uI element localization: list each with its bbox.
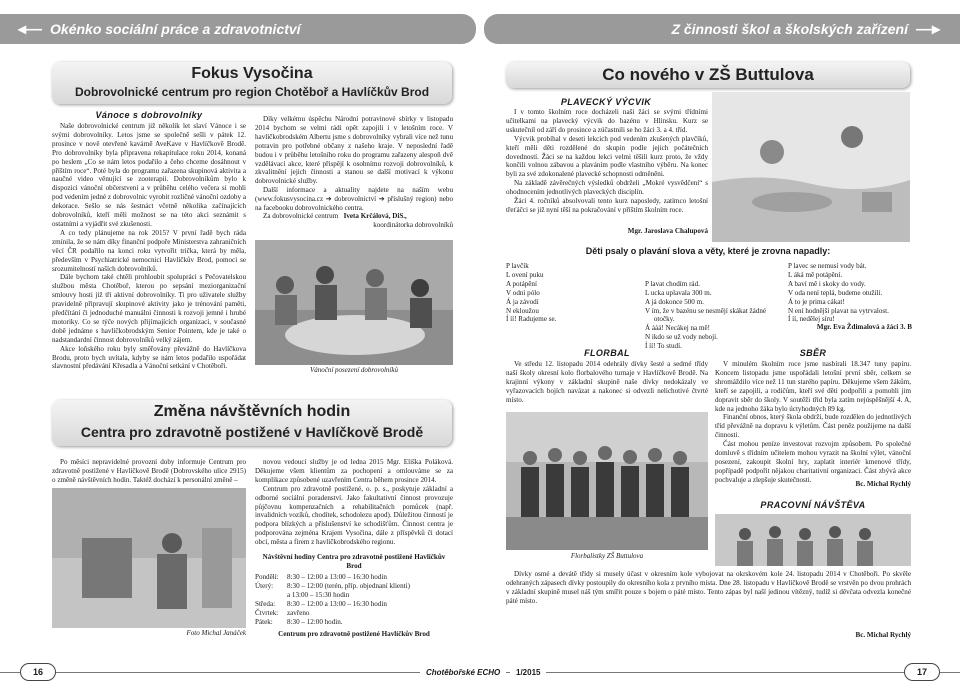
left-title2-line2: Centra pro zdravotně postižené v Havlíčkově Brodě [80,424,424,440]
hours-time: zavřeno [287,608,310,617]
hours-row [255,573,453,582]
poem-line: N ikdo se už vody nebojí. [645,333,718,342]
poem-line: A baví mě i skoky do vody. [788,279,866,288]
footer-magazine: Chotěbořské ECHO [420,664,506,680]
hours-time: 8:30 – 12:00 a 13:00 – 16:30 hodin [287,599,387,608]
photo-pracovni-illustration [715,514,911,566]
poem-line: L ovení puku [506,270,544,279]
paragraph: Naše dobrovolnické centrum již několik let slaví Vánoce i se svými dobrovolníky. Letos jsme se společně sešli v pátek 12. prosince v nově otevřené kavárně AveKave v Havlíčkově Brodě. Pro dobrovolníky byla připravena rekapitulace roku 2014, konaná po heslem „Co se nám letos podařilo a čeho chceme dosáhnout v příštím roce“. Poté byla do programu zařazena skupinová aktivita a naučné video věnující se zooterapii. Dobrovolníkům bylo k dispozici vánoční občerstvení a v průběhu celého večera si mohli pod vedením jedné z dobrovolnic vyrobit rozličné vánoční ozdoby a dekorace. Sešlo se nás šestnáct včetně několika začínajících dobrovolníků, kteří měli možnost se na této akci seznámit s ostatními a vyjádřit své zkušenosti. [52,122,246,228]
poem-col1 [506,262,638,334]
plavecky-signature: Mgr. Jaroslava Chalupová [627,227,708,235]
left-subtitle: Dobrovolnické centrum pro region Chotěboř a Havlíčkův Brod [74,85,430,99]
left-col4-text [255,458,453,548]
left-title2-line1: Změna návštěvních hodin [153,403,351,420]
photo-centrum-caption: Foto Michal Janáček [186,629,246,637]
paragraph: Část mohou peníze investovat rozvojm způsobem. Po společné domluvě s třídním učitelem mohou vyrazit na školní výlet, vánoční posezení, zakoupit školní hry, zaplatit interiér kmenové třídy, popřípadě podpořit nějakou charitativní organizaci. Část zbývá akce pochvaluje a zlepšuje skutečnosti. [715,440,911,484]
right-page-header [484,14,960,44]
plavecky-text [506,108,708,226]
paragraph: A co tedy plánujeme na rok 2015? V první řadě bych ráda zmínila, že se nám díky finanční podpoře Ministerstva zahraničních věcí ČR podařilo na konci roku vytvořit trička, která by měla, především v Psychiatrické nemocnici Havlíčkův Brod, pomoci se srozumitelností naších dobrovolníků. [52,228,246,273]
paragraph: V minulém školním roce jsme nasbírali 18.347 tuny papíru. Koncem listopadu jsme uspořádali letošní první sběr, celkem se shromáždilo více než 11 tun starého papíru. Děkujeme všem žákům, kteří se zapojili, a rodičům, kteří své děti podpořili a pomohli jim dopravit sběr do školy. V soutěži tříd byla zatím nejúspěšnější 4. A, kde na jednoho žáka bylo úctyhodných 89 kg. [715,360,911,413]
hours-time: a 13:00 – 15:30 hodin [287,590,350,599]
paragraph: novou vedoucí služby je od ledna 2015 Mgr. Eliška Poláková. Děkujeme všem klientům za pochopení a omlouváme se za komplikace způsobené uzavřením Centra během prosince 2014. [255,458,453,484]
poem-line: V odní pólo [506,288,540,297]
poem-line: V oda není teplá, budeme otužilí. [788,288,883,297]
poem-signature: Mgr. Eva Ždimalová a žáci 3. B [816,323,912,331]
poem-line: Á ááá! Necákej na mě! [645,324,710,333]
photo-volunteers-illustration [255,240,453,365]
paragraph: Žáci 4. ročníků absolvovali tento kurz naposledy, zatímco letošní třeťáčci se již nyní těší na pokračování v příštím školním roce. [506,197,708,214]
paragraph: Dívky osmé a devátě třídy si musely účast v okresním kole vybojovat na okrskovém kole 24. listopadu 2014 v Chotěboři. Po skvěle odehraných zápasech dívky postoupily do okresního kola z prvního místa. Dne 28. listopadu v Havlíčkově Brodě se vrstvěn po dvou prohrách v základní skupině musel náš tým smířit pouze s bojem o páté místo. Tento zápas byl naší jedinou vítězný, tudíž si děvčata odvezla konečné páté místo. [506,570,911,605]
poem-line: V ím, že v bazénu se nesmějí skákat žádné [645,306,767,315]
poem-line: P lavčík [506,262,529,270]
sig-name: Iveta Krčálová, DiS., [343,212,407,220]
paragraph: Po měsíci nepravidelné provozní doby informuje Centrum pro zdravotně postižené v Havlíčkově Brodě (Dobrovského ulice 2915) o změně návštěvních hodin. Taktéž dochází k personální změně – [52,458,246,484]
sber-signature: Bc. Michal Rychlý [855,480,911,488]
hours-day: Středa: [255,599,276,608]
photo-florbal-illustration [506,412,708,550]
photo-swimming-illustration [712,92,910,242]
poem-line: L áká mě potápění. [788,270,843,279]
poem-line: N ekloužou [506,306,539,315]
poem-line: Á ja závodí [506,297,539,306]
left-header-title: Okénko sociální práce a zdravotnictví [50,21,301,37]
section-florbal: FLORBAL [584,348,630,358]
left-col3-text [52,458,246,486]
paragraph: Výcvik probíhal v deseti lekcích pod vedením zkušených plavčíků, kteří měli děti rozdělené do skupin podle jejich počátečních dovedností. Žáci se na každou lekci velmi těšili kurz proto, že vždy končili volnou zábavou a plaváním podle vlastního výběru. Na konec byli za své zdokonalené plavecké schopnosti odměněni. [506,134,708,179]
hours-day: Úterý: [255,581,274,590]
page-number-right: 17 [904,663,940,681]
photo-swimming [712,92,910,242]
section-pracovni: PRACOVNÍ NÁVŠTĚVA [760,500,866,510]
left-page-header [0,14,476,44]
hours-row [255,600,453,609]
hours-day: Pondělí: [255,573,279,581]
hours-time: 8:30 – 12:00 a 13:00 – 16:30 hodin [287,573,387,581]
footer-issue: 1/2015 [510,664,546,680]
poem-line: otočky. [645,315,675,324]
poem-line: A potápění [506,279,537,288]
photo-centrum-illustration [52,488,246,628]
left-title-band [52,62,452,104]
section-sber: SBĚR [799,348,827,358]
paragraph: Dále bychom také chtěli prohloubit spolupráci s Pečovatelskou službou města Chotěboř, kterou po sepsání meziorganizační smlouvy hosti již tři aktivní dobrovolníky. Ti pro uživatele služby pravidelně připravují skupinové aktivity jako je trénování paměti, předčítání či jednoduché manuální činnosti k rozvoji jemné i hrubé motoriky. Co se týče nových přijímajících organizací, v současné době jednáme s havlíčkobrodským Senior Pointem, kde je také o nadstandardní činnost dobrovolníků velký zájem. [52,273,246,344]
photo-florbal-caption: Florbalistky ZŠ Buttulova [570,552,644,560]
hours-time: 8:30 – 12:00 (terén, příp. objednaní klienti) [287,581,410,590]
paragraph: I v tomto školním roce docházeli naši žáci se svými třídními učitelkami na plavecký výcvik do bazénu v Hlinsku. Kurz se uskutečnil od září do prosince a zúčastnili se ho žáci 3. a 4. tříd. [506,108,708,134]
hours-table [255,573,453,629]
section-title-vanoce: Vánoce s dobrovolníky [95,110,203,120]
poem-line: N ení hodnější plavat na vytrvalost. [788,306,889,315]
hours-day [255,591,287,600]
poem-title: Děti psaly o plavání slova a věty, které je zrovna napadly: [585,246,831,256]
paragraph: Ve středu 12. listopadu 2014 odehrály dívky šesté a sedmé třídy naší školy okresní kolo florbalového turnaje v Havlíčkově Brodě. Na krajinní výkony v základní skupině naše dívky nedokázaly ve vyřazovacích bojích navázat a nakonec si odvezli nelichotivé čtvrté místo. [506,360,708,404]
paragraph: Akce loňského roku byly směřovány převážně do Havlíčkova Brodu, proto bych uvítala, kdyby se nám letos podařilo uspořádat slavnostní předávání Křesadla a Vánoční setkání v Chotěboři. [52,344,246,371]
hours-title: Návštěvní hodiny Centra pro zdravotně postižené Havlíčkův Brod [262,553,446,570]
hours-day: Čtvrtek: [255,608,279,617]
paragraph: Na základě závěrečných výsledků obdrželi „Mokré vysvědčení“ s ohodnocením jednotlivých plaveckých disciplín. [506,179,708,197]
florbal-text [506,360,708,408]
paragraph: Centrum pro zdravotně postižené, o. p. s., poskytuje základní a odborné sociální poradenství. Jako fakultativní činnost provozuje půjčovnu kompenzačních a rehabilitačních pomůcek (např. invalidních vozíků, chodítek, schodolezu apod). Důležitou činností je podpora blízkých a příslušenství ke schodišťům. Činnost centra je podporována zejména Krajem Vysočina, dále z příspěvků či dotací obcí, města a firem z havlíčkobrodského regionu. [255,484,453,547]
pracovni-text [506,570,911,630]
photo-florbal [506,412,708,550]
paragraph: Finanční obnos, který škola obdrží, bude rozdělen do jednotlivých tříd převážně na dopravu k výletům. Část peněz použijeme na další činnosti. [715,413,911,440]
arrow-right-icon: —▸ [915,21,940,38]
poem-line: Í íí! Radujeme se. [506,315,557,324]
page-number-left: 16 [20,663,56,681]
poem-line: P lavat chodím rád. [645,279,700,288]
pracovni-signature: Bc. Michal Rychlý [855,631,911,639]
hours-row [255,618,453,627]
section-plavecky: PLAVECKÝ VÝCVIK [560,97,652,107]
paragraph: Další informace a aktuality najdete na naším webu (www.fokusvysocina.cz ➔ dobrovolnictví ➔ příslušný region) nebo na facebooku dobrovolnického centra. [255,186,453,213]
photo-volunteers-caption: Vánoční posezení dobrovolníků [309,366,398,374]
left-signature [255,212,453,242]
hours-day: Pátek: [255,617,273,626]
paragraph: Díky velkému úspěchu Národní potravinové sbírky v listopadu 2014 bychom se velmi rádi opět zapojili i v letošním roce. V havlíčkobrodském Albertu jsme s dobrovolníky vybrali více než tunu potravin pro potřebné občany z našeho kraje. V neposlední řadě budou i v průběhu letošního roku do programu zařazeny alespoň dvě vzdělávací akce, které přispějí k osobnímu rozvoji dobrovolníků, k zkvalitnění jejich činnosti a stanou se další motivací k výkonu dobrovolnické služby. [255,115,453,186]
hours-time: 8:30 – 12:00 hodin. [287,617,343,626]
right-title-band [506,62,910,88]
photo-pracovni [715,514,911,566]
poem-line: A já dokonce 500 m. [645,297,704,306]
poem-line: Í íí, nedělej síru! [788,315,835,324]
hours-signature: Centrum pro zdravotně postižené Havlíčkův Brod [278,630,430,638]
hours-row [255,582,453,591]
sig-sub: koordinátorka dobrovolníků [373,220,453,229]
sig-role: Za dobrovolnické centrum [263,212,339,220]
left-title2-band [52,400,452,446]
hours-row [255,591,453,600]
poem-line: Í íí! To studí. [645,342,682,351]
photo-centrum [52,488,246,628]
left-col2-text [255,115,453,225]
poem-line: L ucka uplavala 300 m. [645,288,712,297]
arrow-left-icon: ◂— [18,21,43,38]
hours-row [255,609,453,618]
right-header-title: Z činnosti škol a školských zařízení [671,21,908,37]
left-title: Fokus Vysočina [191,65,313,82]
right-title: Co nového v ZŠ Buttulova [602,65,814,84]
poem-line: P lavec se nemusí vody bát. [788,262,867,270]
poem-line: Á to je prima cákat! [788,297,845,306]
photo-volunteers [255,240,453,365]
